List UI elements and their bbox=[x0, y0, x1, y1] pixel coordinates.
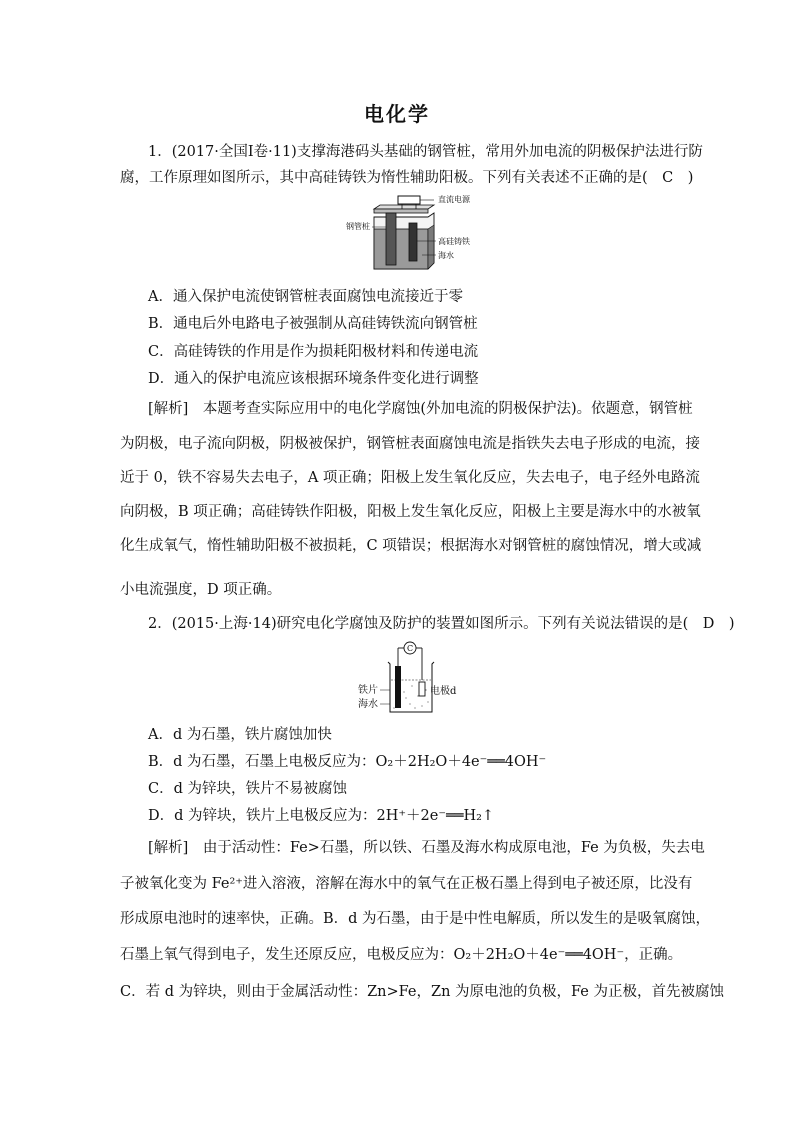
q2-analysis-line-5: C．若 d 为锌块，则由于金属活动性：Zn>Fe，Zn 为原电池的负极，Fe 为正极，首先被腐蚀 bbox=[120, 984, 724, 1000]
q2-stem-line-1: 2．(2015·上海·14)研究电化学腐蚀及防护的装置如图所示。下列有关说法错误的是( D ) bbox=[148, 616, 735, 632]
electrode-d-icon bbox=[419, 682, 425, 696]
q1-analysis-tag: [解析] bbox=[148, 401, 189, 417]
page-title: 电化学 bbox=[364, 102, 430, 126]
label-seawater: 海水 bbox=[438, 251, 454, 260]
q1-analysis-line-4: 向阴极，B 项正确；高硅铸铁作阳极，阳极上发生氧化反应，阳极上主要是海水中的水被氧 bbox=[120, 504, 701, 520]
q2-option-c: C．d 为锌块，铁片不易被腐蚀 bbox=[148, 781, 347, 797]
q1-option-c: C．高硅铸铁的作用是作为损耗阳极材料和传递电流 bbox=[148, 344, 479, 360]
q1-analysis-line-6: 小电流强度，D 项正确。 bbox=[120, 582, 282, 598]
q2-analysis-tag: [解析] bbox=[148, 840, 189, 856]
q1-analysis-text-1: 本题考查实际应用中的电化学腐蚀(外加电流的阴极保护法)。依题意，钢管桩 bbox=[188, 401, 693, 417]
q2-analysis-line-1 bbox=[148, 836, 705, 857]
label-iron: 铁片 bbox=[358, 685, 378, 696]
q1-stem-line-1: 1．(2017·全国Ⅰ卷·11)支撑海港码头基础的钢管桩，常用外加电流的阴极保护法进行防 bbox=[148, 144, 703, 160]
q2-analysis-line-3: 形成原电池时的速率快，正确。B．d 为石墨，由于是中性电解质，所以发生的是吸氧腐蚀， bbox=[120, 911, 711, 927]
power-source-icon bbox=[398, 196, 420, 204]
iron-plate-icon bbox=[395, 666, 401, 708]
q1-option-a: A．通入保护电流使钢管桩表面腐蚀电流接近于零 bbox=[148, 289, 463, 305]
q2-analysis-line-4: 石墨上氧气得到电子，发生还原反应，电极反应为：O₂＋2H₂O＋4e⁻══4OH⁻，正确。 bbox=[120, 947, 683, 963]
label-pile: 钢管桩 bbox=[346, 222, 370, 231]
q1-analysis-line-2: 为阴极，电子流向阴极，阴极被保护，钢管桩表面腐蚀电流是指铁失去电子形成的电流，接 bbox=[120, 436, 700, 452]
q1-stem-line-2: 腐，工作原理如图所示，其中高硅铸铁为惰性辅助阳极。下列有关表述不正确的是( C ) bbox=[120, 170, 694, 186]
q1-analysis-line-5: 化生成氧气，惰性辅助阳极不被损耗，C 项错误；根据海水对钢管桩的腐蚀情况，增大或减 bbox=[120, 538, 702, 554]
q2-option-b: B．d 为石墨，石墨上电极反应为：O₂＋2H₂O＋4e⁻══4OH⁻ bbox=[148, 754, 547, 770]
label-electrode: 电极d bbox=[430, 686, 457, 697]
steel-pile-icon bbox=[386, 213, 396, 265]
q2-option-d: D．d 为锌块，铁片上电极反应为：2H⁺＋2e⁻══H₂↑ bbox=[148, 808, 495, 824]
label-power: 直流电源 bbox=[438, 195, 470, 204]
label-seawater-2: 海水 bbox=[358, 699, 378, 710]
q2-option-a: A．d 为石墨，铁片腐蚀加快 bbox=[148, 727, 332, 743]
q1-analysis-line-3: 近于 0，铁不容易失去电子，A 项正确；阳极上发生氧化反应，失去电子，电子经外电路流 bbox=[120, 470, 700, 486]
label-anode: 高硅铸铁 bbox=[438, 237, 470, 246]
q2-analysis-text-1: 由于活动性：Fe>石墨，所以铁、石墨及海水构成原电池，Fe 为负极，失去电 bbox=[188, 840, 705, 856]
q2-corrosion-figure bbox=[360, 638, 470, 718]
q1-cathodic-protection-figure bbox=[346, 193, 480, 278]
label-meter: C bbox=[407, 644, 414, 653]
anode-icon bbox=[409, 223, 417, 261]
q1-analysis-line-1 bbox=[148, 397, 693, 418]
q2-analysis-line-2: 子被氧化变为 Fe²⁺进入溶液，溶解在海水中的氧气在正极石墨上得到电子被还原，比没有 bbox=[120, 876, 693, 892]
q1-option-b: B．通电后外电路电子被强制从高硅铸铁流向钢管桩 bbox=[148, 316, 478, 332]
q1-option-d: D．通入的保护电流应该根据环境条件变化进行调整 bbox=[148, 371, 479, 387]
